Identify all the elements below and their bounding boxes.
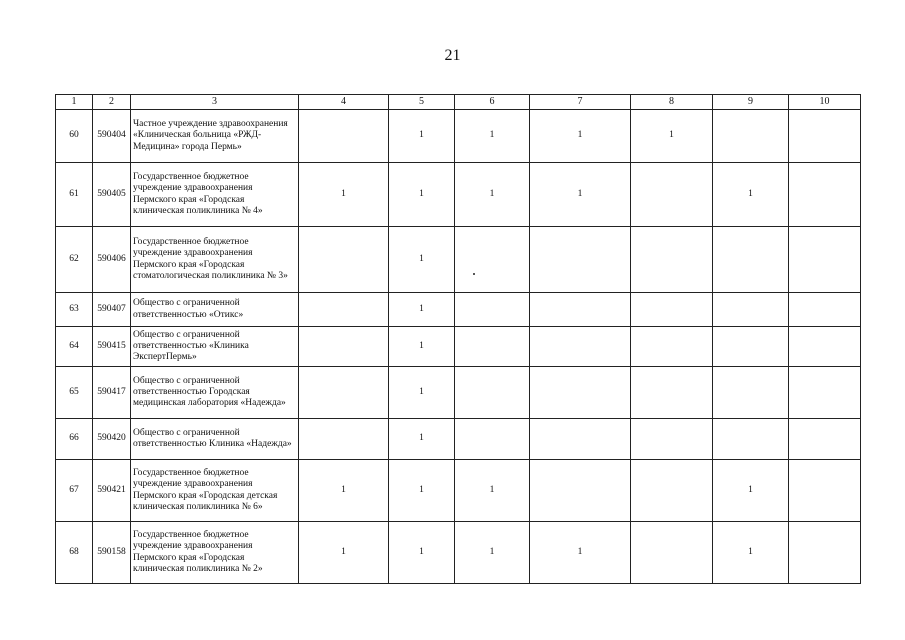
cell-col-5: 1 — [389, 227, 455, 293]
cell-col-8 — [631, 460, 713, 522]
row-name: Общество с ограниченной ответственностью «Отикс» — [131, 293, 299, 327]
cell-col-6 — [455, 327, 530, 367]
cell-col-7 — [530, 227, 631, 293]
cell-col-7: 1 — [530, 163, 631, 227]
cell-col-10 — [789, 419, 861, 460]
row-number: 64 — [56, 327, 93, 367]
header-col-1: 1 — [56, 95, 93, 110]
table-row — [56, 227, 861, 293]
row-name: Общество с ограниченной ответственностью Городская медицинская лаборатория «Надежда» — [131, 367, 299, 419]
cell-col-9: 1 — [713, 460, 789, 522]
cell-col-9 — [713, 367, 789, 419]
row-number: 62 — [56, 227, 93, 293]
cell-col-9: 1 — [713, 522, 789, 584]
cell-col-7 — [530, 367, 631, 419]
cell-col-5: 1 — [389, 419, 455, 460]
table-row — [56, 367, 861, 419]
row-code: 590421 — [93, 460, 131, 522]
table-row — [56, 419, 861, 460]
cell-col-9 — [713, 419, 789, 460]
cell-col-4 — [299, 367, 389, 419]
cell-col-8 — [631, 293, 713, 327]
table-header-row — [56, 95, 861, 110]
table-row — [56, 293, 861, 327]
cell-col-9 — [713, 110, 789, 163]
page-number: 21 — [444, 47, 461, 64]
cell-col-9 — [713, 293, 789, 327]
cell-col-10 — [789, 460, 861, 522]
cell-col-8: 1 — [631, 110, 713, 163]
row-name: Государственное бюджетное учреждение здравоохранения Пермского края «Городская стоматологическая поликлиника № 3» — [131, 227, 299, 293]
cell-col-7 — [530, 419, 631, 460]
cell-col-10 — [789, 110, 861, 163]
cell-col-4 — [299, 419, 389, 460]
cell-col-8 — [631, 367, 713, 419]
cell-col-4 — [299, 293, 389, 327]
cell-col-4: 1 — [299, 522, 389, 584]
cell-col-9 — [713, 227, 789, 293]
cell-col-6 — [455, 419, 530, 460]
row-name: Государственное бюджетное учреждение здравоохранения Пермского края «Городская детская клиническая поликлиника № 6» — [131, 460, 299, 522]
row-code: 590417 — [93, 367, 131, 419]
cell-col-5: 1 — [389, 367, 455, 419]
cell-col-6: 1 — [455, 522, 530, 584]
header-col-10: 10 — [789, 95, 861, 110]
cell-col-8 — [631, 327, 713, 367]
cell-col-7: 1 — [530, 110, 631, 163]
header-col-5: 5 — [389, 95, 455, 110]
row-name: Частное учреждение здравоохранения «Клиническая больница «РЖД-Медицина» города Пермь» — [131, 110, 299, 163]
row-name: Общество с ограниченной ответственностью Клиника «Надежда» — [131, 419, 299, 460]
cell-col-7: 1 — [530, 522, 631, 584]
table-row — [56, 327, 861, 367]
row-code: 590415 — [93, 327, 131, 367]
cell-col-7 — [530, 327, 631, 367]
cell-col-5: 1 — [389, 460, 455, 522]
cell-col-6: 1 — [455, 460, 530, 522]
medical-organizations-table — [55, 94, 861, 584]
table-row — [56, 522, 861, 584]
cell-col-10 — [789, 367, 861, 419]
header-col-4: 4 — [299, 95, 389, 110]
cell-col-8 — [631, 163, 713, 227]
cell-col-4: 1 — [299, 163, 389, 227]
row-code: 590158 — [93, 522, 131, 584]
cell-col-6 — [455, 227, 530, 293]
cell-col-7 — [530, 460, 631, 522]
cell-col-6: 1 — [455, 110, 530, 163]
row-name: Общество с ограниченной ответственностью «Клиника ЭкспертПермь» — [131, 327, 299, 367]
cell-col-5: 1 — [389, 163, 455, 227]
cell-col-5: 1 — [389, 293, 455, 327]
cell-col-10 — [789, 163, 861, 227]
cell-col-8 — [631, 419, 713, 460]
row-code: 590405 — [93, 163, 131, 227]
table-row — [56, 163, 861, 227]
row-number: 60 — [56, 110, 93, 163]
cell-col-10 — [789, 293, 861, 327]
cell-col-10 — [789, 227, 861, 293]
row-code: 590407 — [93, 293, 131, 327]
cell-col-8 — [631, 522, 713, 584]
cell-col-8 — [631, 227, 713, 293]
header-col-3: 3 — [131, 95, 299, 110]
table-row — [56, 110, 861, 163]
scan-speck — [473, 273, 475, 275]
cell-col-6: 1 — [455, 163, 530, 227]
header-col-9: 9 — [713, 95, 789, 110]
table-row — [56, 460, 861, 522]
row-number: 66 — [56, 419, 93, 460]
cell-col-5: 1 — [389, 327, 455, 367]
cell-col-5: 1 — [389, 522, 455, 584]
cell-col-10 — [789, 522, 861, 584]
row-name: Государственное бюджетное учреждение здравоохранения Пермского края «Городская клиническая поликлиника № 2» — [131, 522, 299, 584]
row-number: 68 — [56, 522, 93, 584]
header-col-6: 6 — [455, 95, 530, 110]
cell-col-10 — [789, 327, 861, 367]
cell-col-4 — [299, 327, 389, 367]
row-code: 590406 — [93, 227, 131, 293]
row-code: 590420 — [93, 419, 131, 460]
header-col-7: 7 — [530, 95, 631, 110]
cell-col-4 — [299, 110, 389, 163]
row-number: 63 — [56, 293, 93, 327]
row-number: 61 — [56, 163, 93, 227]
cell-col-9: 1 — [713, 163, 789, 227]
header-col-8: 8 — [631, 95, 713, 110]
row-name: Государственное бюджетное учреждение здравоохранения Пермского края «Городская клиническая поликлиника № 4» — [131, 163, 299, 227]
row-number: 67 — [56, 460, 93, 522]
cell-col-9 — [713, 327, 789, 367]
cell-col-6 — [455, 367, 530, 419]
cell-col-5: 1 — [389, 110, 455, 163]
cell-col-7 — [530, 293, 631, 327]
header-col-2: 2 — [93, 95, 131, 110]
row-code: 590404 — [93, 110, 131, 163]
row-number: 65 — [56, 367, 93, 419]
cell-col-6 — [455, 293, 530, 327]
cell-col-4: 1 — [299, 460, 389, 522]
cell-col-4 — [299, 227, 389, 293]
